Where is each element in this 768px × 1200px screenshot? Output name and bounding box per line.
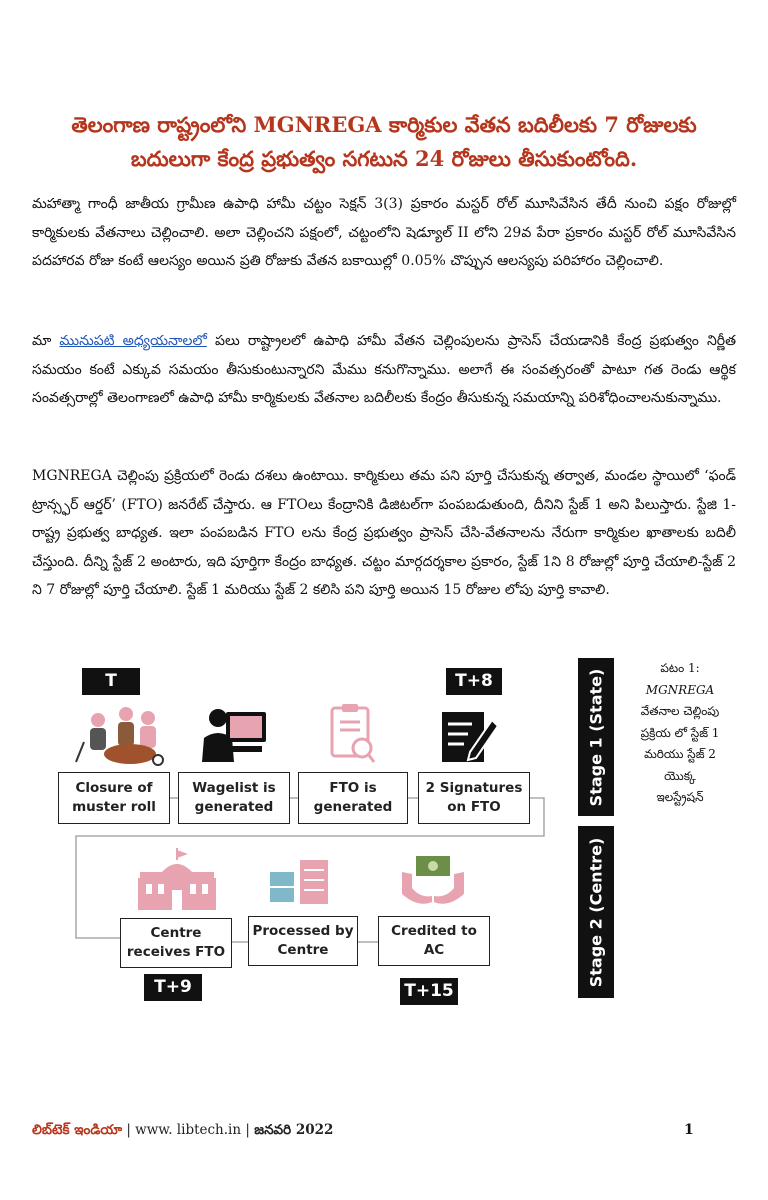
stage-2-centre-bar (578, 826, 614, 998)
document-sign-icon (440, 706, 500, 764)
box-signatures-line-1: 2 Signatures (425, 780, 523, 796)
clipboard-check-icon (328, 702, 376, 764)
box-two-signatures (418, 772, 530, 824)
stage-1-label: Stage 1 (State) (586, 668, 606, 806)
workers-icon (70, 702, 170, 766)
label-t-plus-15: T+15 (400, 978, 458, 1005)
paragraph-3: MGNREGA చెల్లింపు ప్రక్రియలో రెండు దశలు ఉంటాయి. కార్మికులు తమ పని పూర్తి చేసుకున్న తర్వాత, మండల స్థాయిలో ‘ఫండ్ ట్రాన్స్ఫర్ ఆర్డర్’ (FTO) జనరేట్ చేస్తారు. ఆ FTOలు కేంద్రానికి డిజిటల్‌గా పంపబడుతుంది, దీనిని స్టేజ్ 1 అని పిలుస్తారు. స్టేజి 1-రాష్ట్ర ప్రభుత్వ బాధ్యత. ఇలా పంపబడిన FTO లను కేంద్ర ప్రభుత్వం ప్రాసెస్ చేసి-వేతనాలను నేరుగా కార్మికుల ఖాతాలకు బదిలీ చేస్తుంది. దీన్ని స్టేజ్ 2 అంటారు, ఇది పూర్తిగా కేంద్రం బాధ్యత. చట్టం మార్గదర్శకాల ప్రకారం, స్టేజ్ 1ని 8 రోజుల్లో పూర్తి చేయాలి-స్టేజ్ 2 ని 7 రోజుల్లో పూర్తి చేయాలి. స్టేజ్ 1 మరియు స్టేజ్ 2 కలిసి పని పూర్తి అయిన 15 రోజుల లోపు పూర్తి కావాలి. (32, 468, 736, 598)
caption-line-3: వేతనాల చెల్లింపు (640, 704, 720, 718)
previous-studies-link[interactable]: మునుపటి అధ్యయనాలలో (59, 333, 207, 349)
caption-line-6: యొక్క (664, 768, 696, 783)
title-line-2: బదులుగా కేంద్ర ప్రభుత్వం సగటున 24 రోజులు తీసుకుంటోంది. (130, 146, 638, 171)
footer-date: జనవరి 2022 (254, 1122, 334, 1138)
figure-caption (636, 658, 724, 809)
box-fto-generated (298, 772, 408, 824)
building-icon (134, 846, 220, 912)
paragraph-2-body: పలు రాష్ట్రాలలో ఉపాధి హామీ వేతన చెల్లింపులను ప్రాసెస్ చేయడానికి కేంద్ర ప్రభుత్వం నిర్ణీత సమయం కంటే ఎక్కువ సమయం తీసుకుంటున్నారని మేము కనుగొన్నాము. అలాగే ఈ సంవత్సరంతో పాటూ గత రెండు ఆర్థిక సంవత్సరాల్లో తెలంగాణలో ఉపాధి హామీ కార్మికులకు వేతనాల బదిలీలకు కేంద్రం తీసుకున్న సమయాన్ని పరిశోధించాలనుకున్నాము. (32, 333, 736, 406)
box-credited-line-1: Credited to (391, 923, 477, 939)
box-closure-line-1: Closure of (75, 780, 153, 796)
title-line-1: తెలంగాణ రాష్ట్రంలోని MGNREGA కార్మికుల వేతన బదిలీలకు 7 రోజులకు (71, 112, 697, 137)
box-processed-line-2: Centre (277, 942, 329, 958)
stage-2-label: Stage 2 (Centre) (586, 837, 606, 987)
label-t: T (82, 668, 140, 695)
box-signatures-line-2: on FTO (447, 799, 501, 815)
box-credited-to-ac (378, 916, 490, 966)
box-closure-line-2: muster roll (72, 799, 156, 815)
stage-1-state-bar (578, 658, 614, 816)
caption-line-5: మరియు స్టేజ్ 2 (644, 747, 716, 761)
computer-user-icon (196, 704, 270, 764)
box-centre-line-1: Centre (150, 925, 202, 941)
box-credited-line-2: AC (423, 942, 445, 958)
box-fto-line-1: FTO is (329, 780, 377, 796)
money-hands-icon (398, 852, 468, 908)
box-wagelist-generated (178, 772, 290, 824)
label-t-plus-8: T+8 (446, 668, 502, 695)
footer-brand: లిబ్‌టెక్ ఇండియా (32, 1122, 123, 1138)
box-processed-by-centre (248, 916, 358, 966)
box-centre-receives-fto (120, 918, 232, 968)
caption-line-1: పటం 1: (660, 661, 700, 675)
box-centre-line-2: receives FTO (126, 944, 226, 960)
box-processed-line-1: Processed by (252, 923, 354, 939)
paragraph-1: మహాత్మా గాంధీ జాతీయ గ్రామీణ ఉపాధి హామీ చట్టం సెక్షన్ 3(3) ప్రకారం మస్టర్ రోల్ మూసివేసిన తేదీ నుంచి పక్షం రోజుల్లో కార్మికులకు వేతనాలు చెల్లించాలి. అలా చెల్లించని పక్షంలో, చట్టంలోని షెడ్యూల్ II లోని 29వ పేరా ప్రకారం మస్టర్ రోల్ మూసివేసిన పదహారవ రోజు కంటే ఆలస్యం అయిన ప్రతి రోజుకు వేతన బకాయిల్లో 0.05% చొప్పున ఆలస్యపు పరిహారం చెల్లించాలి. (32, 196, 736, 269)
caption-line-2: MGNREGA (645, 682, 715, 697)
server-icon (266, 858, 332, 908)
page-number: 1 (684, 1122, 694, 1138)
box-wagelist-line-2: generated (194, 799, 274, 815)
caption-line-7: ఇలస్ట్రేషన్ (656, 790, 704, 804)
footer-website: | www. libtech.in | (122, 1122, 255, 1138)
caption-line-4: ప్రక్రియ లో స్టేజ్ 1 (640, 725, 720, 740)
box-wagelist-line-1: Wagelist is (192, 780, 276, 796)
label-t-plus-9: T+9 (144, 974, 202, 1001)
box-closure-of-muster-roll (58, 772, 170, 824)
footer (32, 1122, 333, 1141)
paragraph-2-prefix: మా (32, 333, 60, 349)
box-fto-line-2: generated (313, 799, 393, 815)
